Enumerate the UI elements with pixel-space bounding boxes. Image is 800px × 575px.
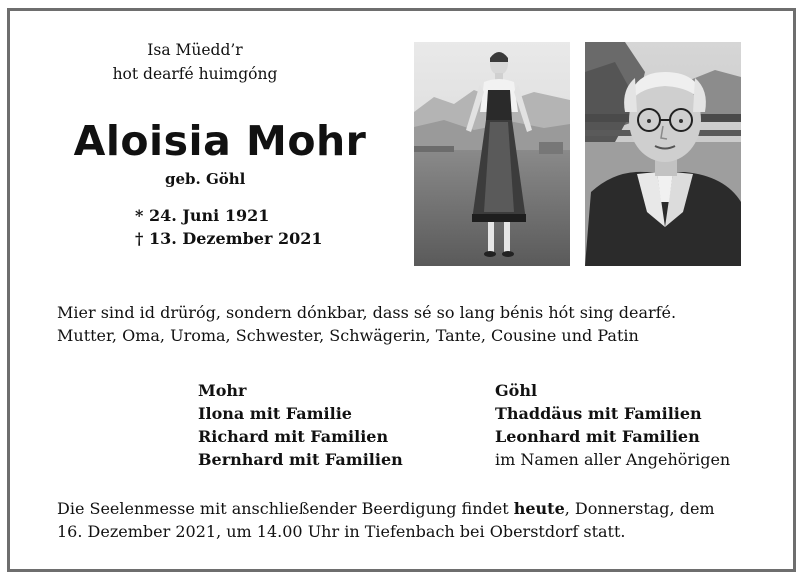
mourner-entry: Richard mit Familien: [198, 427, 389, 446]
service-announcement: [57, 497, 757, 543]
mourner-entry: Bernhard mit Familien: [198, 450, 403, 469]
mourner-entry: im Namen aller Angehörigen: [495, 450, 731, 469]
mourner-entry: Ilona mit Familie: [198, 404, 352, 423]
life-dates: [135, 204, 323, 250]
intro-line-1: Isa Müedd’r: [147, 41, 243, 59]
intro-text: [50, 38, 340, 86]
service-text-part1: Die Seelenmesse mit anschließender Beerdigung findet: [57, 499, 514, 518]
birth-date: * 24. Juni 1921: [135, 206, 270, 225]
tribute-line-1: Mier sind id drüróg, sondern dónkbar, dass sé so lang bénis hót sing dearfé.: [57, 303, 677, 322]
mourner-family-name: Göhl: [495, 381, 538, 400]
photo-elderly-woman: [585, 42, 741, 266]
death-date: † 13. Dezember 2021: [135, 229, 323, 248]
service-day-highlight: heute: [513, 499, 565, 518]
service-line-2: 16. Dezember 2021, um 14.00 Uhr in Tiefenbach bei Oberstdorf statt.: [57, 522, 626, 541]
intro-line-2: hot dearfé huimgóng: [112, 65, 278, 83]
mourners-goehl: [495, 379, 730, 471]
mourners-mohr: [198, 379, 403, 471]
maiden-name: geb. Göhl: [165, 170, 246, 188]
deceased-name: Aloisia Mohr: [73, 117, 367, 165]
service-line-1: [57, 497, 757, 520]
mourner-entry: Thaddäus mit Familien: [495, 404, 702, 423]
mourner-family-name: Mohr: [198, 381, 247, 400]
relations-line: Mutter, Oma, Uroma, Schwester, Schwägerin, Tante, Cousine und Patin: [57, 326, 639, 345]
photo-young-woman: [414, 42, 570, 266]
mourner-entry: Leonhard mit Familien: [495, 427, 700, 446]
tribute-message: [57, 301, 757, 347]
service-text-part2: , Donnerstag, dem: [564, 499, 715, 518]
